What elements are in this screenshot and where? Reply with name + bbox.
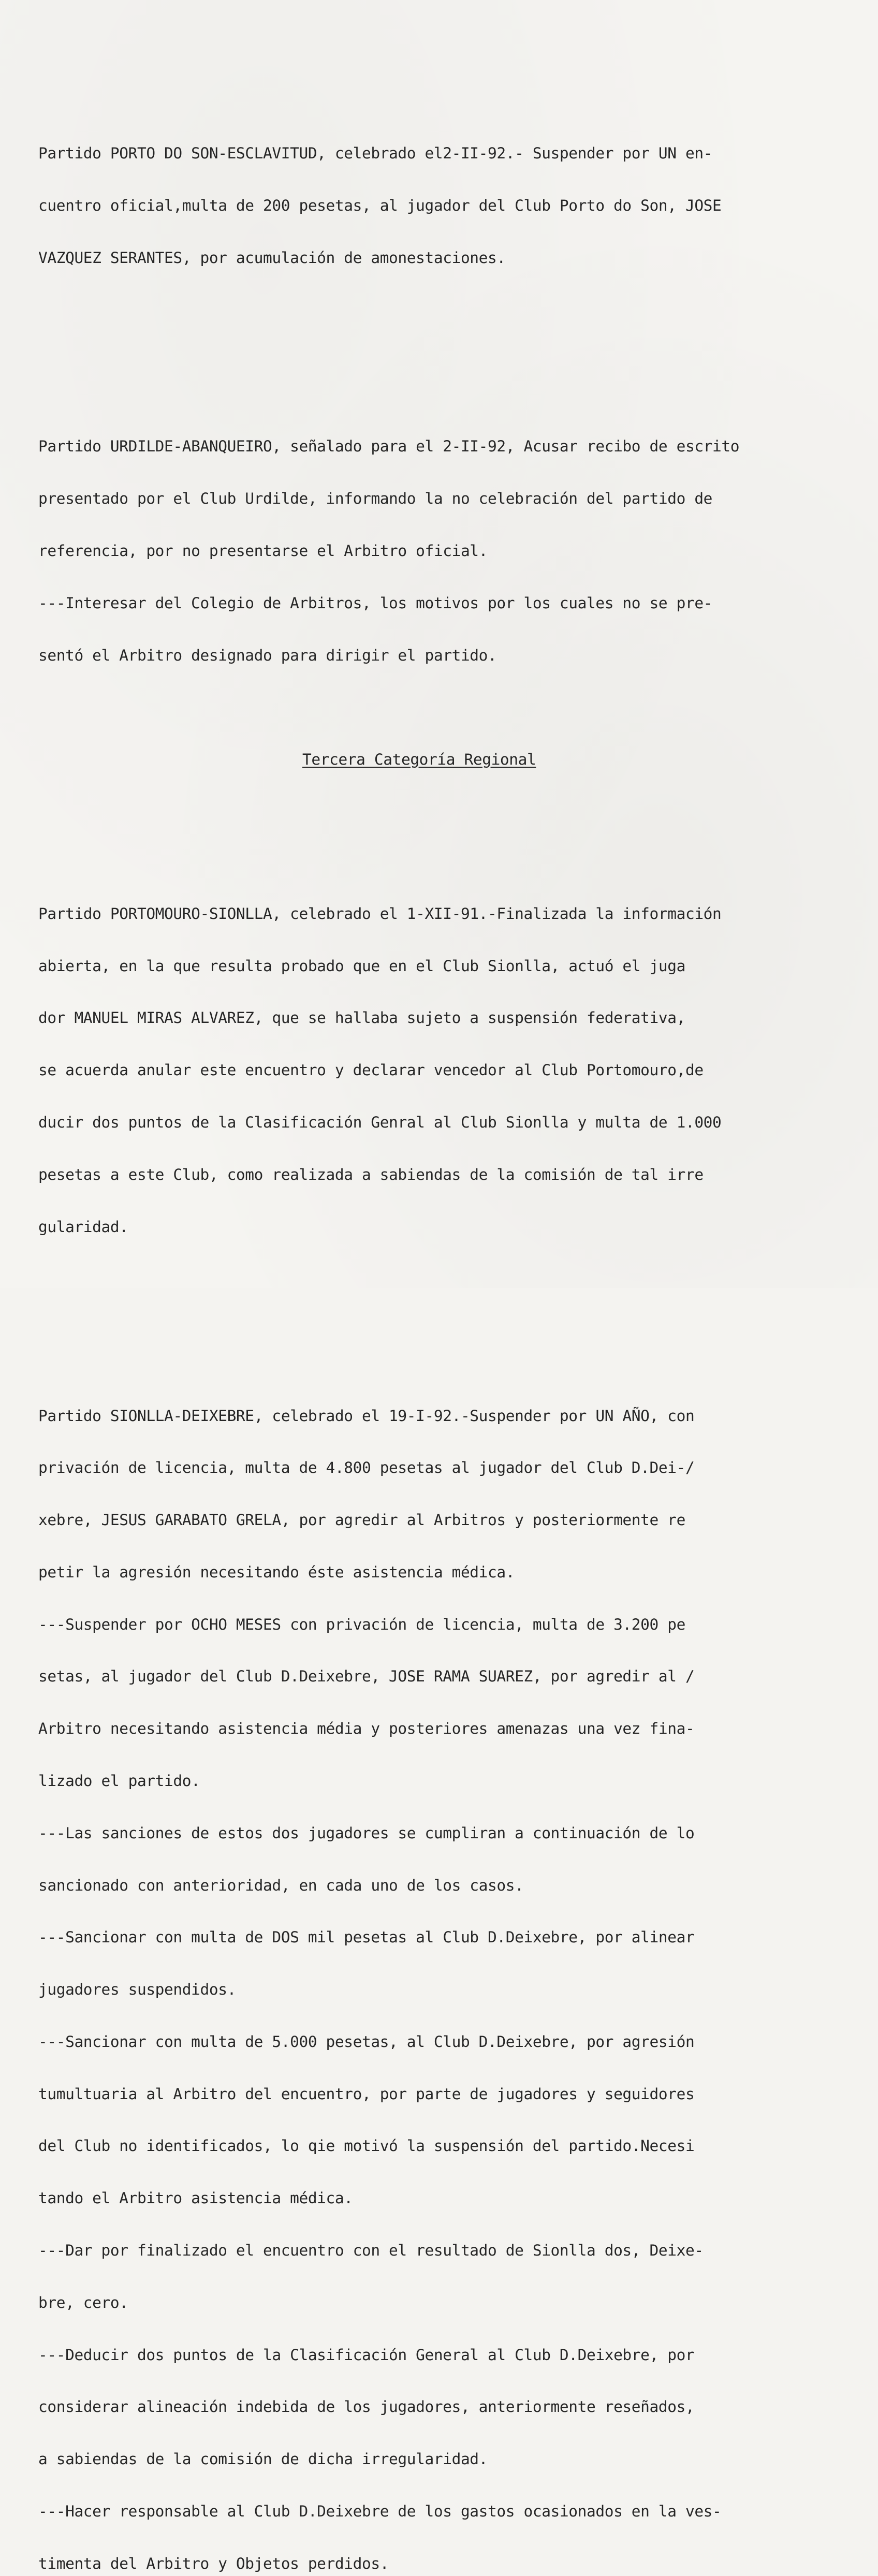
- text-line: tando el Arbitro asistencia médica.: [38, 2189, 353, 2207]
- text-line: setas, al jugador del Club D.Deixebre, JOSE RAMA SUAREZ, por agredir al /: [38, 1667, 695, 1686]
- paragraph-portomouro: [38, 871, 867, 1271]
- paragraph-porto-do-son: [38, 110, 867, 302]
- text-line: sentó el Arbitro designado para dirigir el partido.: [38, 646, 497, 664]
- text-line: ---Dar por finalizado el encuentro con el resultado de Sionlla dos, Deixe-: [38, 2242, 704, 2260]
- text-line: referencia, por no presentarse el Arbitro oficial.: [38, 542, 488, 560]
- text-line: Partido PORTO DO SON-ESCLAVITUD, celebrado el2-II-92.- Suspender por UN en-: [38, 144, 713, 162]
- section-heading: Tercera Categoría Regional: [302, 751, 536, 769]
- text-line: VAZQUEZ SERANTES, por acumulación de amonestaciones.: [38, 248, 506, 267]
- text-line: ---Las sanciones de estos dos jugadores se cumpliran a continuación de lo: [38, 1824, 695, 1842]
- text-line: bre, cero.: [38, 2293, 128, 2311]
- text-line: ducir dos puntos de la Clasificación Genral al Club Sionlla y multa de 1.000: [38, 1114, 722, 1132]
- paragraph-gap: [38, 1306, 867, 1321]
- text-line: Partido SIONLLA-DEIXEBRE, celebrado el 19-I-92.-Suspender por UN AÑO, con: [38, 1407, 695, 1425]
- text-line: sancionado con anterioridad, en cada uno de los casos.: [38, 1876, 524, 1894]
- text-line: abierta, en la que resulta probado que en el Club Sionlla, actuó el juga: [38, 957, 685, 975]
- text-line: del Club no identificados, lo qie motivó la suspensión del partido.Necesi: [38, 2137, 695, 2155]
- text-line: ---Sancionar con multa de DOS mil pesetas al Club D.Deixebre, por alinear: [38, 1928, 695, 1946]
- text-line: ---Interesar del Colegio de Arbitros, los motivos por los cuales no se pre-: [38, 594, 713, 612]
- text-line: a sabiendas de la comisión de dicha irregularidad.: [38, 2450, 488, 2468]
- text-line: lizado el partido.: [38, 1772, 200, 1790]
- text-line: pesetas a este Club, como realizada a sabiendas de la comisión de tal irre: [38, 1165, 704, 1183]
- text-line: ---Sancionar con multa de 5.000 pesetas, al Club D.Deixebre, por agresión: [38, 2032, 695, 2051]
- text-line: se acuerda anular este encuentro y declarar vencedor al Club Portomouro,de: [38, 1061, 704, 1079]
- text-line: petir la agresión necesitando éste asistencia médica.: [38, 1563, 515, 1581]
- paragraph-gap: [38, 336, 867, 352]
- text-line: privación de licencia, multa de 4.800 pesetas al jugador del Club D.Dei-/: [38, 1459, 695, 1477]
- text-line: Arbitro necesitando asistencia média y posteriores amenazas una vez fina-: [38, 1720, 695, 1738]
- text-line: jugadores suspendidos.: [38, 1981, 236, 1999]
- paragraph-gap: [38, 803, 867, 818]
- paragraph-urdilde: [38, 403, 867, 699]
- text-line: cuentro oficial,multa de 200 pesetas, al jugador del Club Porto do Son, JOSE: [38, 196, 722, 214]
- text-line: xebre, JESUS GARABATO GRELA, por agredir al Arbitros y posteriormente re: [38, 1511, 685, 1529]
- text-line: dor MANUEL MIRAS ALVAREZ, que se hallaba sujeto a suspensión federativa,: [38, 1009, 685, 1027]
- text-line: tumultuaria al Arbitro del encuentro, por parte de jugadores y seguidores: [38, 2085, 695, 2103]
- text-line: Partido URDILDE-ABANQUEIRO, señalado para el 2-II-92, Acusar recibo de escrito: [38, 437, 740, 456]
- document-body: [38, 58, 867, 2576]
- text-line: ---Suspender por OCHO MESES con privación de licencia, multa de 3.200 pe: [38, 1615, 685, 1633]
- text-line: Partido PORTOMOURO-SIONLLA, celebrado el 1-XII-91.-Finalizada la información: [38, 904, 722, 923]
- text-line: ---Deducir dos puntos de la Clasificación General al Club D.Deixebre, por: [38, 2346, 695, 2364]
- text-line: timenta del Arbitro y Objetos perdidos.: [38, 2554, 389, 2572]
- text-line: gularidad.: [38, 1218, 128, 1236]
- paragraph-sionlla-deixebre: [38, 1372, 867, 2576]
- text-line: presentado por el Club Urdilde, informando la no celebración del partido de: [38, 490, 713, 508]
- text-line: ---Hacer responsable al Club D.Deixebre de los gastos ocasionados en la ves-: [38, 2502, 722, 2520]
- text-line: considerar alineación indebida de los jugadores, anteriormente reseñados,: [38, 2398, 695, 2416]
